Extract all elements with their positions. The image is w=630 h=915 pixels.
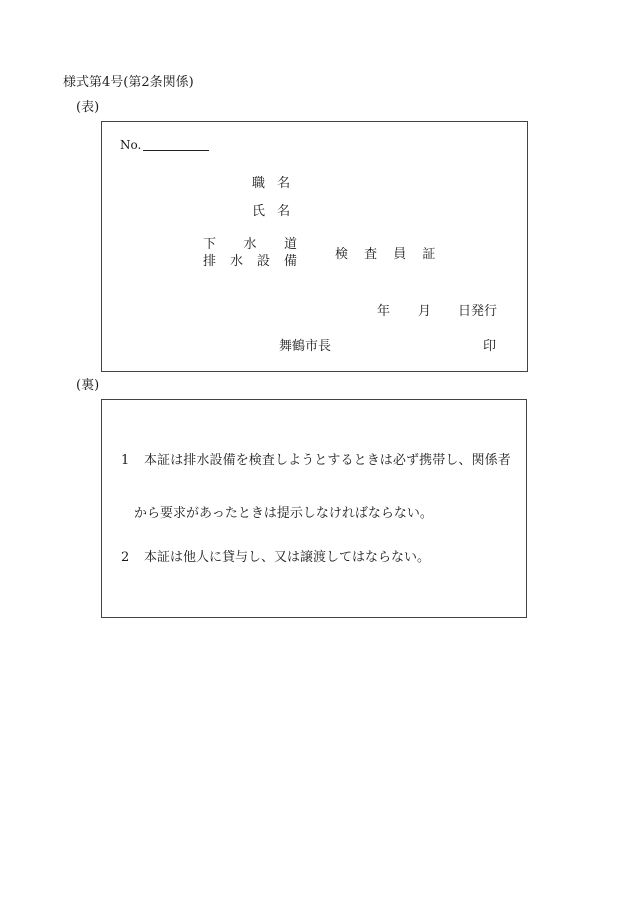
item1-line1: 本証は排水設備を検査しようとするときは必ず携帯し、関係者 [144,453,511,468]
issuer: 舞鶴市長 [279,339,332,354]
position-label: 職 名 [252,176,295,191]
cert-title: 検 査 員 証 [335,247,442,262]
seal-mark: 印 [483,339,497,354]
dept-char: 水 [229,254,243,269]
item2-number: 2 [121,550,130,565]
date-month: 月 [418,304,432,319]
dept-char: 下 [203,237,217,252]
back-card [101,399,527,618]
back-label: (裏) [76,378,100,393]
number-label: No. [120,138,142,152]
dept-char: 水 [243,237,257,252]
dept-char: 備 [283,254,297,269]
item1-line2: から要求があったときは提示しなければならない。 [134,506,433,521]
number-underline [143,139,209,151]
item1-number: 1 [121,453,130,468]
date-issued: 日発行 [458,304,498,319]
form-title: 様式第4号(第2条関係) [63,75,194,90]
date-year: 年 [377,304,391,319]
front-card [101,121,528,372]
dept-line2 [203,255,297,268]
dept-char: 設 [256,254,270,269]
front-label: (表) [76,100,100,115]
name-label: 氏 名 [252,204,295,219]
number-field [120,139,209,151]
dept-char: 排 [203,254,217,269]
dept-char: 道 [283,237,297,252]
item2-text: 本証は他人に貸与し、又は譲渡してはならない。 [144,550,431,565]
dept-line1 [203,238,297,251]
